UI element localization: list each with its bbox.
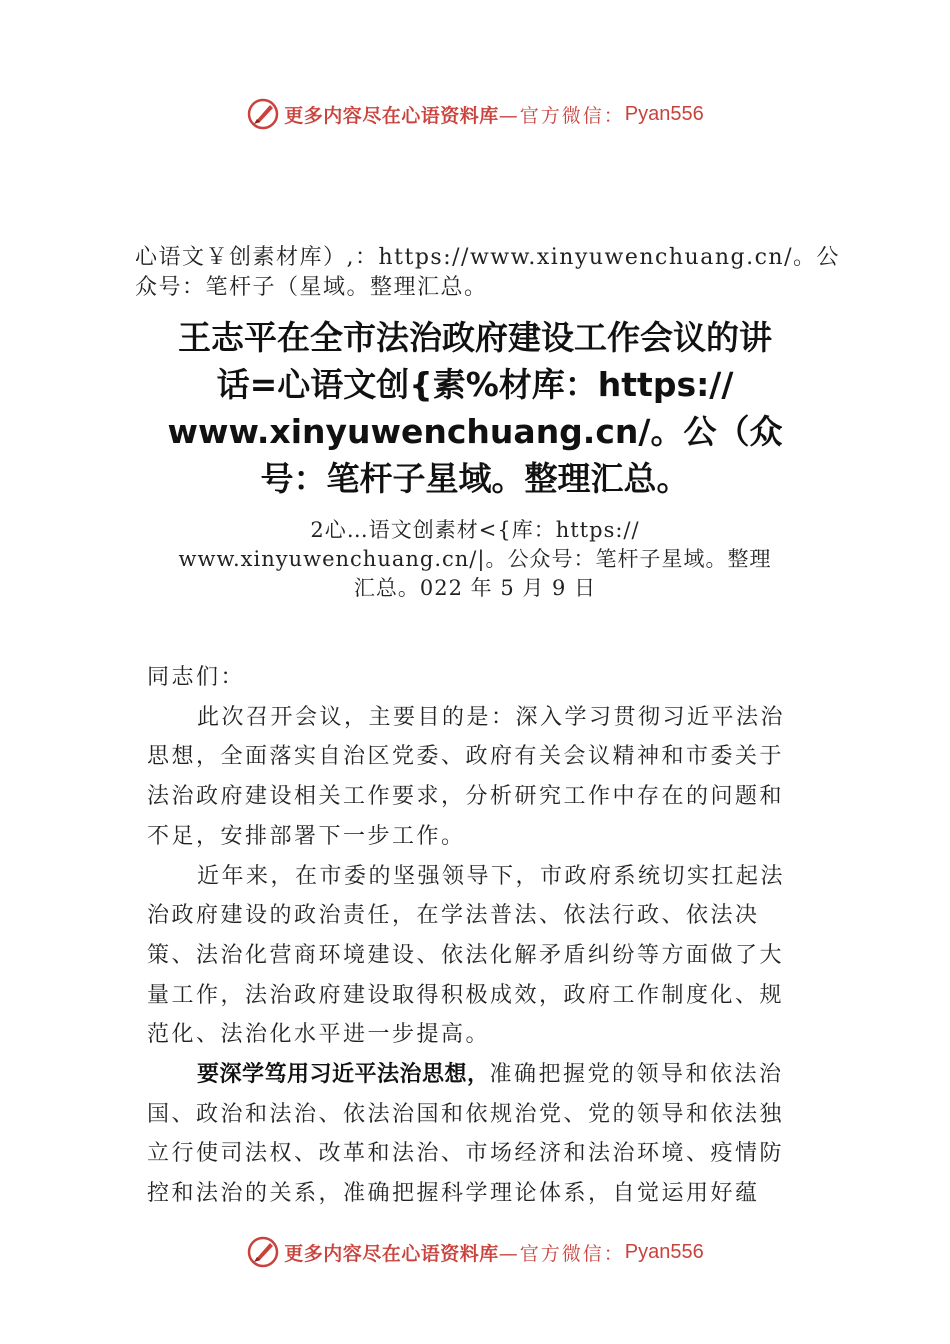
footer-banner (0, 1232, 950, 1272)
paragraph-rest: 准确把握党的领导和依法治国、政治和法治、依法治国和依规治党、党的领导和依法独立行使司法权、改革和法治、市场经济和法治环境、疫情防控和法治的关系，准确把握科学理论体系，自觉运用好蕴 (147, 1062, 785, 1207)
paragraph-lead-bold: 要深学笃用习近平法治思想， (197, 1062, 490, 1088)
banner-main-text: 更多内容尽在心语资料库 (284, 1242, 499, 1265)
header-banner (0, 94, 950, 134)
document-title (120, 314, 830, 502)
paragraph: 近年来，在市委的坚强领导下，市政府系统切实扛起法治政府建设的政治责任，在学法普法、依法行政、依法决策、法治化营商环境建设、依法化解矛盾纠纷等方面做了大量工作，法治政府建设取得积极成效，政府工作制度化、规范化、法治化水平进一步提高。 (147, 863, 786, 1048)
banner-main-text: 更多内容尽在心语资料库 (284, 104, 499, 127)
greeting: 同志们： (147, 665, 246, 690)
paragraph: 此次召开会议，主要目的是：深入学习贯彻习近平法治思想，全面落实自治区党委、政府有关会议精神和市委关于法治政府建设相关工作要求，分析研究工作中存在的问题和不足，安排部署下一步工作。 (147, 704, 786, 849)
logo-icon (246, 1235, 280, 1269)
subtitle-line: 2心…语文创素材<{库：https:// (310, 518, 640, 542)
subtitle-line: www.xinyuwenchuang.cn/|。公众号：笔杆子星域。整理 (178, 547, 772, 571)
logo-icon (246, 97, 280, 131)
banner-sub-text: —官方微信： (498, 104, 625, 127)
subtitle-line: 汇总。022 年 5 月 9 日 (353, 576, 597, 600)
banner-sub-text: —官方微信： (498, 1242, 625, 1265)
paragraph (147, 1055, 807, 1214)
document-body (147, 658, 807, 1214)
banner-wechat-id: Pyan556 (624, 1240, 704, 1263)
title-line: 话=心语文创{素%材库：https:// (216, 365, 734, 404)
document-subtitle (140, 516, 810, 603)
title-line: www.xinyuwenchuang.cn/。公（众 (167, 412, 783, 451)
banner-wechat-id: Pyan556 (624, 102, 704, 125)
title-line: 号：笔杆子星域。整理汇总。 (260, 459, 690, 498)
source-line: 心语文￥创素材库）,：https://www.xinyuwenchuang.cn/。公众号：笔杆子（星域。整理汇总。 (135, 245, 840, 300)
title-line: 王志平在全市法治政府建设工作会议的讲 (178, 318, 772, 357)
